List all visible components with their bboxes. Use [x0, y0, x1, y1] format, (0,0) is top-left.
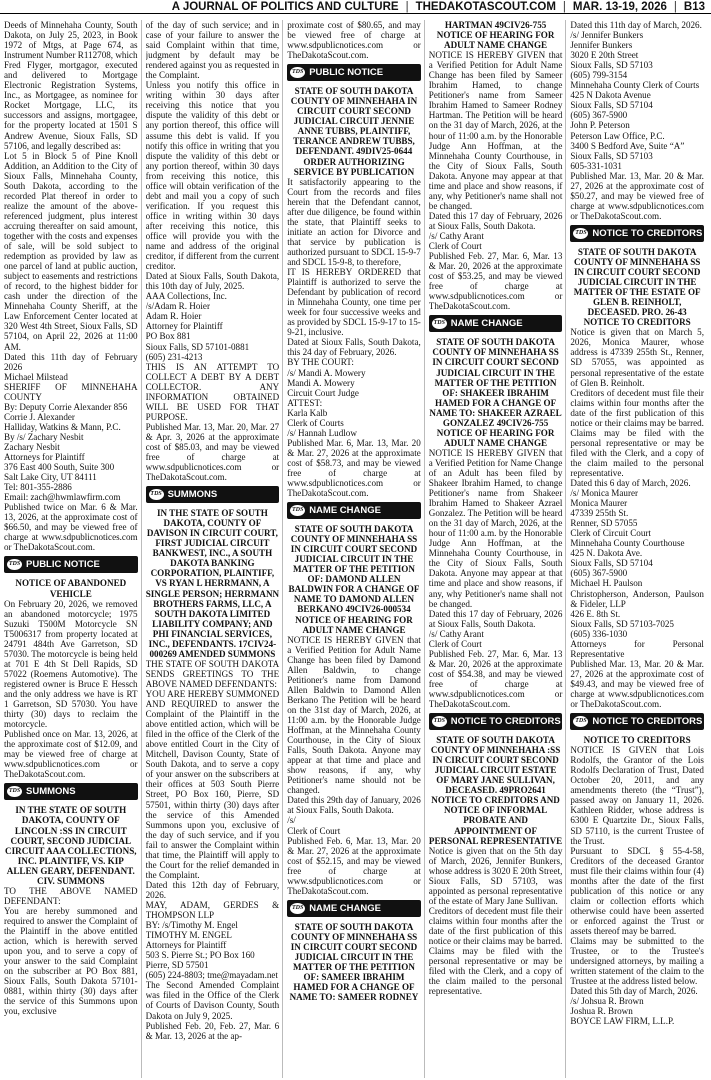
notice-paragraph: Published once on Mar. 13, 2026, at the approximate cost of $12.09, and may be viewed free of charge at www.sdpublicnotices.com or TheDakotaScout.com. [4, 729, 138, 780]
notice-paragraph: On February 20, 2026, we removed an abandoned motorcycle; 1975 Suzuki T500M Motorcycle SN T5006317 from property located at 24791 484th Ave Garretson, SD 57030. The motorcycle is being held at 701 E 4th St Dell Rapids, SD 57022 (Roemens Automotive). The registered owner is Bruce E Hessch and the only address we have is RT 1 Garretson, SD 57030. You have thirty (30) days to reclaim the motorcycle. [4, 598, 138, 730]
section-banner [4, 783, 138, 800]
notice-paragraph: Unless you notify this office in writing within 30 days after receiving this notice that you dispute the validity of this debt or any portion thereof, this office will assume this debt is valid. If you notify this office in writing that you dispute the validity of this debt or any portion thereof, within 30 days from receiving this notice, this office will obtain verification of the debt and mail you a copy of such verification. If you request this office in writing within 30 days after receiving this notice, this office will provide you with the name and address of the original creditor, if different from the current creditor. [145, 80, 280, 272]
notice-paragraph: AAA Collections, Inc. [145, 291, 227, 302]
notice-paragraph: By: Deputy Corrie Alexander 856 [4, 401, 128, 412]
notice-paragraph: Published Mar. 13, Mar. 20 & Mar. 27, 2026 at the approximate cost of $50.27, and may be viewed free of charge at www.sdpublicnotices.com or TheDakotaScout.com. [570, 170, 704, 221]
scout-logo-icon: TDS [149, 489, 164, 500]
notice-paragraph: TO THE ABOVE NAMED DEFENDANT: [4, 885, 138, 906]
notice-paragraph: NOTICE IS HEREBY GIVEN that a Verified Petition for Adult Name Change has been filed by Sameer Ibrahim Hamed, to change Petitioner's name from Sameer Ibrahim Hamed to Sameer Rodney Hartman. The Petition will be heard on the 31 day of March, 2026, at the hour of 11:00 a.m. by the Honorable Judge Ann Hoffman, at the Minnehaha County Courthouse, in the City of Sioux Falls, South Dakota. Anyone may appear at that time and place and show reasons, if any, why Petitioner's name shall not be changed. [428, 50, 563, 211]
notice-paragraph: Published Mar. 6, Mar. 13, Mar. 20 & Mar. 27, 2026 at the approximate cost of $58.73, and may be viewed free of charge at www.sdpublicnotices.com or TheDakotaScout.com. [287, 437, 421, 499]
notice-paragraph: Minnehaha County Clerk of Courts [570, 80, 700, 91]
notice-paragraph: THIS IS AN ATTEMPT TO COLLECT A DEBT BY A DEBT COLLECTOR. ANY INFORMATION OBTAINED WILL BE USED FOR THAT PURPOSE. [145, 361, 280, 422]
notice-heading: STATE OF SOUTH DAKOTA COUNTY OF MINNEHAHA SS IN CIRCUIT COURT SECOND JUDICIAL CIRCUIT IN THE MATTER OF THE ESTATE OF GLEN B. REINHOLT, DECEASED. PRO. 26-43 NOTICE TO CREDITORS [573, 246, 701, 328]
notice-heading: STATE OF SOUTH DAKOTA COUNTY OF MINNEHAHA IN CIRCUIT COURT SECOND JUDICIAL CIRCUIT JENNIE ANNE TUBBS, PLAINTIFF, TERANCE ANDREW TUBBS, DEFENDANT. 49DIV25-0644 ORDER AUTHORIZING SERVICE BY PUBLICATION [290, 86, 418, 177]
notice-paragraph: /s/ [287, 815, 296, 826]
notice-paragraph: Sioux Falls, SD 57104 [570, 100, 653, 111]
notice-paragraph: Monica Maurer [570, 498, 628, 509]
notice-paragraph: Sioux Falls, SD 57103 [570, 150, 653, 161]
notice-paragraph: /s/ Mandi A. Mowery [287, 367, 366, 378]
section-banner-label: NAME CHANGE [450, 318, 523, 330]
scout-logo-icon: TDS [290, 903, 305, 914]
notice-paragraph: Dated at Sioux Falls, South Dakota, this 24 day of February, 2026. [287, 337, 421, 358]
notice-paragraph: /s/ Johsua R. Brown [570, 996, 644, 1007]
notice-paragraph: IT IS HEREBY ORDERED that Plaintiff is authorized to serve the Defendant by publication of record in Minnehaha County, one time per week for four successive weeks and as provided by SDCL 15-9-17 to 15-9-21, inclusive. [287, 267, 421, 338]
page-number: B13 [683, 0, 705, 13]
notice-paragraph: 425 N Dakota Avenue [570, 90, 651, 101]
notice-paragraph: proximate cost of $80.65, and may be viewed free of charge at www.sdpublicnotices.com or TheDakotaScout.com. [287, 20, 421, 61]
scout-logo-icon: TDS [573, 716, 588, 727]
notice-paragraph: Salt Lake City, UT 84111 [4, 472, 97, 483]
notice-paragraph: (605) 231-4213 [145, 351, 203, 362]
notice-paragraph: Sioux Falls, SD 57103 [570, 60, 653, 71]
notice-paragraph: /s/ Monica Maurer [570, 488, 639, 499]
notice-paragraph: 503 S. Pierre St.; PO Box 160 [145, 950, 255, 961]
notice-paragraph: YOU ARE HEREBY SUMMONED AND REQUIRED to answer the Complaint of the Plaintiff in the above entitled action, which will be filed in the office of the Clerk of the above entitled Court in the City of Mitchell, Davison County, State of South Dakota, and to serve a copy of your answer on the subscribers at their offices at 503 South Pierre Street, PO Box 160, Pierre, SD 57501, within thirty (30) days after the service of this Amended Summons upon you, exclusive of the day of such service, and if you fail to answer the Complaint within that time, the Plaintiff will apply to the Court for the relief demanded in the Complaint. [145, 689, 280, 880]
notice-paragraph: Zachary Nesbit [4, 441, 60, 452]
page-header [0, 0, 711, 14]
notice-paragraph: Published Feb. 20, Feb. 27, Mar. 6 & Mar. 13, 2026 at the ap- [145, 1020, 280, 1041]
notice-paragraph: Published twice on Mar. 6 & Mar. 13, 2026, at the approximate cost of $66.50, and may be viewed free of charge at www.sdpublicnotices.com or TheDakotaScout.com. [4, 502, 138, 553]
section-banner-label: NAME CHANGE [309, 902, 381, 914]
notice-paragraph: 605-331-1031 [570, 160, 622, 171]
notice-paragraph: John P. Peterson [570, 120, 630, 131]
scout-logo-icon: TDS [573, 228, 588, 239]
section-banner [146, 486, 280, 503]
notice-paragraph: 426 E. 8th St. [570, 608, 621, 619]
notice-paragraph: Clerk of Courts [287, 417, 344, 428]
notice-paragraph: Published Mar. 13, Mar. 20, Mar. 27 & Apr. 3, 2026 at the approximate cost of $85.03, and may be viewed free of charge at www.sdpublicnotices.com or TheDakotaScout.com. [145, 421, 280, 483]
notice-paragraph: Dated at Sioux Falls, South Dakota, this 10th day of July, 2025. [145, 271, 280, 292]
notice-paragraph: TIMOTHY M. ENGEL [145, 930, 232, 941]
scout-logo-icon: TDS [432, 318, 447, 329]
site-name: THEDAKOTASCOUT.COM [415, 0, 556, 13]
section-banner [4, 556, 138, 573]
legal-notices-columns [4, 20, 707, 1078]
notice-heading: HARTMAN 49CIV26-755 NOTICE OF HEARING FOR ADULT NAME CHANGE [436, 20, 555, 51]
notice-heading: STATE OF SOUTH DAKOTA COUNTY OF MINNEHAHA :SS IN CIRCUIT COURT SECOND JUDICIAL CIRCUIT ESTATE OF MARY JANE SULLIVAN, DECEASED. 49PRO2641 NOTICE TO CREDITORS AND NOTICE OF INFORMAL PROBATE AND APPOINTMENT OF PERSONAL REPRESENTATIVE [428, 735, 563, 846]
header-divider: | [673, 0, 677, 13]
notice-paragraph: Attorneys for Plaintiff [4, 452, 85, 463]
notice-paragraph: Claims may be filed with the personal representative or may be filed with the Clerk, and a copy of the claim mailed to the personal representative. [428, 946, 563, 997]
section-banner-label: NOTICE TO CREDITORS [592, 716, 703, 728]
notice-paragraph: MAY, ADAM, GERDES & THOMPSON LLP [145, 899, 280, 921]
notice-paragraph: Renner, SD 57055 [570, 518, 638, 529]
notice-paragraph: Notice is given that on the 5th day of March, 2026, Jennifer Bunkers, whose address is 3020 E 20th Street, Sioux Falls, SD 57103, was appointed as personal representative of the estate of Mary Jane Sullivan. [428, 845, 563, 906]
notice-paragraph: Corrie J. Alexander [4, 411, 75, 422]
scout-logo-icon: TDS [290, 505, 305, 516]
notice-heading: IN THE STATE OF SOUTH DAKOTA, COUNTY OF LINCOLN :SS IN CIRCUIT COURT, SECOND JUDICIAL CIRCUIT AAA COLLECTIONS, INC. PLAINTIFF, VS. KIP ALLEN GEARY, DEFENDANT. CIV. SUMMONS [5, 805, 137, 886]
notice-heading: IN THE STATE OF SOUTH DAKOTA, COUNTY OF DAVISON IN CIRCUIT COURT, FIRST JUDICIAL CIRCUIT BANKWEST, INC., A SOUTH DAKOTA BANKING CORPORATION, PLAINTIFF, VS RYAN L HERRMANN, A SINGLE PERSON; HERRMANN BROTHERS FARMS, LLC, A SOUTH DAKOTA LIMITED LIABILITY COMPANY; AND PHI FINANCIAL SERVICES, INC., DEFENDANTS. 17CIV24-000269 AMENDED SUMMONS [145, 508, 280, 659]
section-banner [429, 713, 563, 730]
notice-paragraph: Dated this 6 day of March, 2026. [570, 478, 691, 489]
issue-date: MAR. 13-19, 2026 [572, 0, 667, 13]
section-banner [429, 315, 563, 332]
notice-paragraph: Published Mar. 13, Mar. 20 & Mar. 27, 2026 at the approximate cost of $49.43, and may be viewed free of charge at www.sdpublicnotices.com or TheDakotaScout.com. [570, 658, 704, 710]
notice-paragraph: Sioux Falls, SD 57103-7025 [570, 618, 674, 629]
notice-paragraph: Creditors of decedent must file their claims within four months after the date of the first publication of this notice or their claims may be barred. [570, 387, 704, 428]
notice-paragraph: 3400 S Bedford Ave, Suite “A” [570, 140, 685, 151]
header-divider: | [562, 0, 566, 13]
section-banner [570, 225, 704, 242]
publication-tagline: A JOURNAL OF POLITICS AND CULTURE [171, 0, 399, 13]
notice-paragraph: Halliday, Watkins & Mann, P.C. [4, 421, 121, 432]
notice-paragraph: /s/ Hannah Ludlow [287, 427, 357, 438]
notice-column [570, 20, 707, 1078]
notice-paragraph: Lot 5 in Block 5 of Pine Knoll Addition, an Addition to the City of Sioux Falls, Minnehaha County, South Dakota, according to the recorded Plat thereof in order to realize the amount of the above-referenced judgment, plus interest accruing thereafter on said amount, together with the costs and expenses of sale, will be sold subject to redemption as provided by law as one parcel of land at public auction, subject to easements and restrictions of record, to the highest bidder for cash under the direction of the Minnehaha County Sheriff, at the Law Enforcement Center located at 320 West 4th Street, Sioux Falls, SD 57104, on April 22, 2026 at 11:00 AM. [4, 150, 138, 352]
section-banner-label: PUBLIC NOTICE [309, 67, 384, 79]
section-banner [287, 900, 421, 917]
notice-paragraph: Dated this 29th day of January, 2026 at Sioux Falls, South Dakota. [287, 795, 421, 816]
notice-paragraph: /s/ Cathy Arant [428, 628, 484, 639]
notice-column [287, 20, 425, 1078]
notice-paragraph: Sioux Falls, SD 57101-0881 [145, 341, 250, 352]
notice-paragraph: Published Feb. 27, Mar. 6, Mar. 13 & Mar. 20, 2026 at the approximate cost of $54.38, and may be viewed free of charge at www.sdpublicnotices.com or TheDakotaScout.com. [428, 648, 563, 710]
notice-column [429, 20, 567, 1078]
notice-paragraph: Tel: 801-355-2886 [4, 482, 72, 493]
notice-heading: STATE OF SOUTH DAKOTA COUNTY OF MINNEHAHA SS IN CIRCUIT COURT SECOND JUDICIAL CIRCUIT IN THE MATTER OF THE PETITION OF: SHAKEER IBRAHIM HAMED FOR A CHANGE OF NAME TO: SHAKEER AZRAEL GONZALEZ 49CIV26-755 NOTICE OF HEARING FOR ADULT NAME CHANGE [429, 337, 562, 448]
notice-paragraph: (605) 799-3154 [570, 70, 628, 81]
notice-paragraph: Mandi A. Mowery [287, 377, 355, 388]
notice-paragraph: of the day of such service; and in case of your failure to answer the said Complaint within that time, judgment by default may be rendered against you as requested in the Complaint. [145, 20, 280, 81]
section-banner [570, 713, 704, 730]
notice-paragraph: Clerk of Court [428, 638, 482, 649]
section-banner-label: NOTICE TO CREDITORS [450, 716, 561, 728]
scout-logo-icon: TDS [290, 67, 305, 78]
section-banner-label: NAME CHANGE [309, 505, 381, 517]
notice-paragraph: 376 East 400 South, Suite 300 [4, 462, 115, 473]
notice-paragraph: Minnehaha County Courthouse [570, 538, 685, 549]
section-banner-label: NOTICE TO CREDITORS [592, 227, 703, 239]
scout-logo-icon: TDS [7, 559, 22, 570]
notice-paragraph: Peterson Law Office, P.C. [570, 130, 665, 141]
notice-paragraph: SHERIFF OF MINNEHAHA COUNTY [4, 381, 138, 402]
notice-paragraph: Joshua R. Brown [570, 1006, 633, 1017]
notice-paragraph: Dated this 17 day of February, 2026 at Sioux Falls, South Dakota. [428, 210, 563, 231]
notice-paragraph: Published Feb. 6, Mar. 13, Mar. 20 & Mar. 27, 2026 at the approximate cost of $52.15, and may be viewed free of charge at www.sdpublicnotices.com or TheDakotaScout.com. [287, 835, 421, 896]
scout-logo-icon: TDS [7, 786, 22, 797]
notice-paragraph: PO Box 881 [145, 331, 191, 342]
notice-heading: STATE OF SOUTH DAKOTA COUNTY OF MINNEHAHA SS IN CIRCUIT COURT SECOND JUDICIAL CIRCUIT IN THE MATTER OF THE PETITION OF: DAMOND ALLEN BALDWIN FOR A CHANGE OF NAME TO DAMOND ALLEN BERKANO 49CIV26-000534 NOTICE OF HEARING FOR ADULT NAME CHANGE [288, 524, 420, 635]
notice-paragraph: It satisfactorily appearing to the Court from the records and files herein that the Defendant cannot, after due diligence, be found within the state, that Plaintiff seeks to initiate an action for Divorce and that service by publication is authorized pursuant to SDCL 15-9-7 and SDCL 15-9-8, to therefore, [287, 176, 421, 267]
notice-paragraph: Michael Milstead [4, 371, 68, 382]
section-banner-label: SUMMONS [167, 489, 218, 501]
notice-paragraph: Attorneys for Plaintiff [145, 940, 227, 951]
notice-heading: NOTICE OF ABANDONED VEHICLE [15, 578, 127, 599]
notice-paragraph: Dated this 17 day of February, 2026 at Sioux Falls, South Dakota. [428, 608, 563, 629]
notice-paragraph: 425 N. Dakota Ave. [570, 548, 643, 559]
notice-column [146, 20, 284, 1078]
notice-paragraph: Deeds of Minnehaha County, South Dakota, on July 25, 2023, in Book 1972 of Mtgs, at Page 674, as Instrument Number R112708, which Fred Flyger, mortgagor, executed and delivered to Mortgage Electronic Registration Systems, Inc., as Mortgagee, as nominee for Rocket Mortgage, LLC, its successors and assigns, mortgagee, for the property located at 1501 S Andrew Avenue, Sioux Falls, SD 57106, and legally described as: [4, 20, 138, 151]
notice-heading: NOTICE TO CREDITORS [583, 735, 691, 746]
notice-paragraph: BY THE COURT: [287, 357, 354, 368]
notice-paragraph: THE STATE OF SOUTH DAKOTA SENDS GREETINGS TO THE ABOVE NAMED DEFENDANTS: [145, 658, 280, 689]
notice-paragraph: Email: zach@hwmlawfirm.com [4, 492, 121, 503]
notice-paragraph: Clerk of Court [287, 825, 341, 836]
notice-paragraph: Pursuant to SDCL § 55-4-58, Creditors of the deceased Grantor must file their claims within four (4) months after the date of the first publication of this notice or any claim or collection efforts which otherwise could have been asserted or enforced against the Trust or assets thereof may be barred. [570, 845, 704, 936]
notice-paragraph: Jennifer Bunkers [570, 40, 633, 51]
notice-paragraph: NOTICE IS HEREBY GIVEN that a Verified Petition for Name Change of an Adult has been filed by Shakeer Ibrahim Hamed, to change Petitioner's name from Shakeer Ibrahim Hamed to Shakeer Azrael Gonzalez. The Petition will be heard on the 31 day of March, 2026, at the hour of 11:00 a.m. by the Honorable Judge Ann Hoffman, at the Minnehaha County Courthouse, in the City of Sioux Falls, South Dakota. Anyone may appear at that time and place and show reasons, if any, why Petitioner's name shall not be changed. [428, 447, 563, 609]
notice-paragraph: The Second Amended Complaint was filed in the Office of the Clerk of Courts of Davison County, South Dakota on July 9, 2025. [145, 980, 280, 1021]
notice-paragraph: Claims may be submitted to the Trustee, or to the Trustee's undersigned attorneys, by mailing a written statement of the claim to the Trustee at the address listed below. [570, 936, 704, 987]
notice-paragraph: (605) 224-8803; tme@mayadam.net [145, 970, 278, 981]
notice-paragraph: Attorney for Plaintiff [145, 321, 223, 332]
notice-paragraph: Christopherson, Anderson, Paulson & Fideler, LLP [570, 588, 704, 609]
notice-paragraph: Pierre, SD 57501 [145, 960, 209, 971]
notice-paragraph: (605) 336-1030 [570, 628, 628, 639]
notice-paragraph: BY: /s/Timothy M. Engel [145, 920, 238, 931]
notice-paragraph: Adam R. Hoier [145, 311, 202, 322]
notice-paragraph: BOYCE LAW FIRM, L.L.P. [570, 1016, 675, 1027]
notice-paragraph: Dated this 5th day of March, 2026. [570, 986, 698, 997]
notice-paragraph: Circuit Court Judge [287, 387, 359, 398]
notice-paragraph: NOTICE IS HEREBY GIVEN that a Verified Petition for Adult Name Change has been filed by Damond Allen Baldwin, to change Petitioner's name from Damond Allen Baldwin to Damond Allen Berkano The Petition will be heard on the 31st day of March, 2026, at 11:00 a.m. by the Honorable Judge Hoffman, at the Minnehaha County Courthouse, in the City of Sioux Falls, South Dakota. Anyone may appear at that time and place and show reasons, if any, why Petitioner's name should not be changed. [287, 634, 421, 796]
notice-paragraph: Clerk of Circuit Court [570, 528, 651, 539]
notice-paragraph: Sioux Falls, SD 57104 [570, 558, 653, 569]
section-banner [287, 64, 421, 81]
notice-paragraph: Published Feb. 27, Mar. 6, Mar. 13 & Mar. 20, 2026 at the approximate cost of $53.25, and may be viewed free of charge at www.sdpublicnotices.com or TheDakotaScout.com. [428, 251, 563, 312]
header-divider: | [405, 0, 409, 13]
notice-heading: STATE OF SOUTH DAKOTA COUNTY OF MINNEHAHA SS IN CIRCUIT COURT SECOND JUDICIAL CIRCUIT IN THE MATTER OF THE PETITION OF: SAMEER IBRAHIM HAMED FOR A CHANGE OF NAME TO: SAMEER RODNEY [289, 921, 419, 1003]
notice-paragraph: Dated this 11th day of February 2026 [4, 351, 138, 372]
notice-paragraph: By /s/ Zachary Nesbit [4, 431, 84, 442]
notice-paragraph: Karla Kalb [287, 407, 328, 418]
notice-paragraph: ATTEST: [287, 397, 323, 408]
notice-paragraph: Creditors of decedent must file their claims within four months after the date of the first publication of this notice or their claims may be barred. [428, 905, 563, 947]
section-banner-label: SUMMONS [26, 786, 76, 798]
notice-paragraph: /s/ Jennifer Bunkers [570, 30, 644, 41]
notice-paragraph: /s/Adam R. Hoier [145, 301, 211, 312]
notice-paragraph: 47339 255th St. [570, 508, 629, 519]
notice-paragraph: (605) 367-5900 [570, 568, 628, 579]
notice-paragraph: Clerk of Court [428, 241, 482, 252]
notice-paragraph: Dated this 12th day of February, 2026. [145, 879, 280, 900]
notice-paragraph: Notice is given that on March 5, 2026, Monica Maurer, whose address is 47339 255th St., Renner, SD 57055, was appointed as personal representative of the estate of Glen B. Reinholt. [570, 327, 704, 388]
notice-paragraph: (605) 367-5900 [570, 110, 628, 121]
section-banner [287, 502, 421, 519]
notice-paragraph: 3020 E 20th Street [570, 50, 639, 61]
notice-paragraph: Michael H. Paulson [570, 578, 643, 589]
notice-paragraph: Attorneys for Personal Representative [570, 638, 704, 659]
notice-paragraph: You are hereby summoned and required to answer the Complaint of the Plaintiff in the above entitled action, which is herewith served upon you, and to serve a copy of your answer to the said Complaint on the subscriber at PO Box 881, Sioux Falls, South Dakota 57101-0881, within thirty (30) days after the service of this Summons upon you, exclusive [4, 905, 138, 1017]
notice-paragraph: /s/ Cathy Arant [428, 230, 484, 241]
notice-column [4, 20, 142, 1078]
notice-paragraph: NOTICE IS GIVEN that Lois Rodolfs, the Grantor of the Lois Rodolfs Declaration of Trust, Dated October 20, 2011, and any amendments thereto (the “Trust”), passed away on January 11, 2026. Kathleen Ridder, whose address is 6300 E Quartzite Dr., Sioux Falls, SD 57110, is the current Trustee of the Trust. [570, 745, 704, 846]
section-banner-label: PUBLIC NOTICE [26, 559, 100, 571]
scout-logo-icon: TDS [432, 716, 447, 727]
notice-paragraph: Dated this 11th day of March, 2026. [570, 20, 702, 30]
notice-paragraph: Claims may be filed with the personal representative or may be filed with the Clerk, and a copy of the claim mailed to the personal representative. [570, 427, 704, 478]
